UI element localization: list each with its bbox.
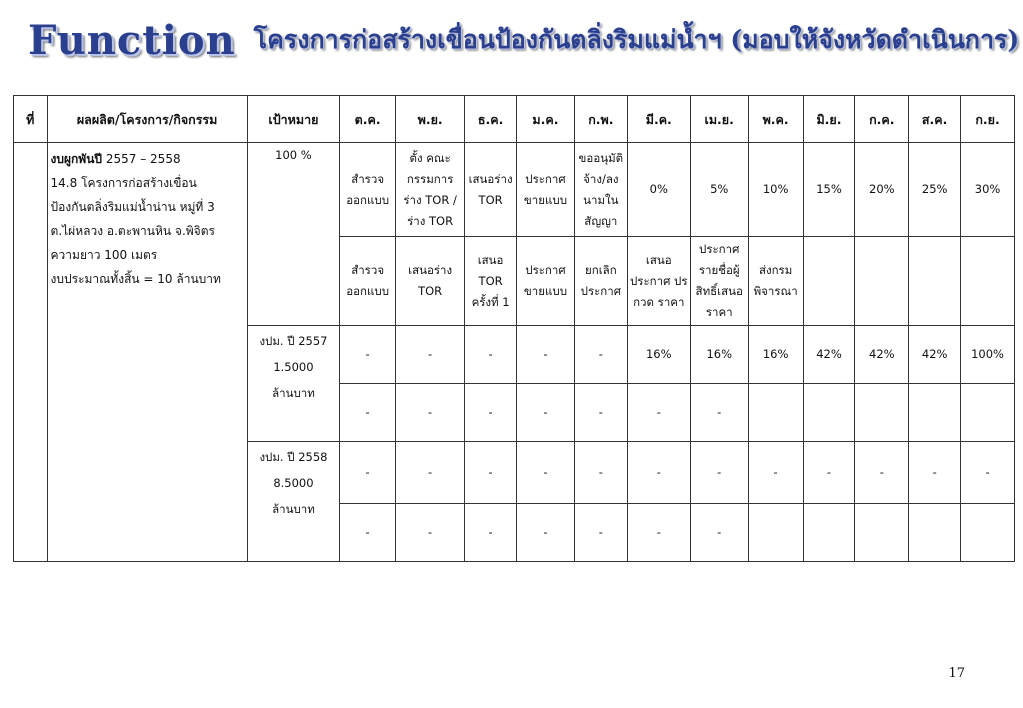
- table-cell: 25%: [909, 143, 961, 237]
- page-number: 17: [948, 666, 965, 681]
- title-bar: [28, 10, 1019, 70]
- table-cell: -: [396, 384, 465, 442]
- index-cell: [14, 143, 48, 562]
- table-cell: ตั้ง คณะกรรมการร่าง TOR / ร่าง TOR: [396, 143, 465, 237]
- table-cell: -: [517, 504, 575, 562]
- page-title: Function: [28, 16, 236, 64]
- table-cell: 42%: [855, 326, 909, 384]
- column-header: ที่: [14, 96, 48, 143]
- column-header: พ.ย.: [396, 96, 465, 143]
- table-cell: เสนอ ประกาศ ปรกวด ราคา: [627, 237, 690, 326]
- budget-cell-2558: [247, 442, 339, 562]
- table-cell: -: [340, 504, 396, 562]
- target-cell: 100 %: [247, 143, 339, 326]
- column-header: ต.ค.: [340, 96, 396, 143]
- budget-unit: ล้านบาท: [272, 502, 315, 516]
- table-cell: ส่งกรม พิจารณา: [748, 237, 803, 326]
- table-cell: 42%: [803, 326, 855, 384]
- table-cell: -: [517, 442, 575, 504]
- table-cell: -: [748, 442, 803, 504]
- table-cell: [803, 384, 855, 442]
- table-cell: -: [396, 442, 465, 504]
- budget-label: งปม. ปี 2558: [259, 450, 328, 464]
- column-header: ก.ค.: [855, 96, 909, 143]
- table-cell: เสนอร่าง TOR: [465, 143, 517, 237]
- table-cell: [909, 237, 961, 326]
- table-cell: [748, 504, 803, 562]
- table-cell: -: [517, 326, 575, 384]
- table-cell: -: [627, 442, 690, 504]
- table-cell: [961, 237, 1015, 326]
- table-cell: -: [690, 384, 748, 442]
- product-cell: [47, 143, 247, 562]
- table-cell: -: [961, 442, 1015, 504]
- table-cell: [961, 384, 1015, 442]
- table-cell: [803, 237, 855, 326]
- table-cell: 10%: [748, 143, 803, 237]
- table-cell: -: [574, 504, 627, 562]
- product-line: ป้องกันตลิ่งริมแม่น้ำน่าน หมู่ที่ 3: [50, 200, 215, 214]
- table-cell: -: [690, 442, 748, 504]
- table-cell: -: [574, 384, 627, 442]
- table-cell: -: [690, 504, 748, 562]
- table-cell: -: [627, 504, 690, 562]
- column-header: ก.ย.: [961, 96, 1015, 143]
- budget-amount: 1.5000: [273, 360, 314, 374]
- table-cell: ขออนุมัติ จ้าง/ลงนามใน สัญญา: [574, 143, 627, 237]
- table-cell: -: [803, 442, 855, 504]
- column-header: ส.ค.: [909, 96, 961, 143]
- table-cell: 20%: [855, 143, 909, 237]
- table-cell: -: [340, 384, 396, 442]
- table-cell: [909, 504, 961, 562]
- table-cell: 30%: [961, 143, 1015, 237]
- table-row-plan: [14, 143, 1015, 237]
- table-cell: [909, 384, 961, 442]
- table-cell: 16%: [627, 326, 690, 384]
- product-line: ต.ไผ่หลวง อ.ตะพานหิน จ.พิจิตร: [50, 224, 215, 238]
- table-cell: 16%: [690, 326, 748, 384]
- table-cell: -: [909, 442, 961, 504]
- table-cell: -: [574, 442, 627, 504]
- table-cell: 15%: [803, 143, 855, 237]
- product-years: 2557 – 2558: [105, 152, 181, 166]
- table-cell: -: [465, 504, 517, 562]
- column-header: เม.ย.: [690, 96, 748, 143]
- table-cell: ประกาศ ขายแบบ: [517, 237, 575, 326]
- table-cell: -: [396, 504, 465, 562]
- column-header: มิ.ย.: [803, 96, 855, 143]
- budget-cell-2557: [247, 326, 339, 442]
- column-header: มี.ค.: [627, 96, 690, 143]
- column-header: เป้าหมาย: [247, 96, 339, 143]
- column-header: ก.พ.: [574, 96, 627, 143]
- table-cell: สำรวจ ออกแบบ: [340, 237, 396, 326]
- table-cell: -: [396, 326, 465, 384]
- table-cell: -: [574, 326, 627, 384]
- table-cell: [855, 384, 909, 442]
- column-header: ผลผลิต/โครงการ/กิจกรรม: [47, 96, 247, 143]
- column-header: พ.ค.: [748, 96, 803, 143]
- table-cell: [803, 504, 855, 562]
- table-cell: 5%: [690, 143, 748, 237]
- product-heading: งบผูกพันปี: [50, 152, 103, 166]
- page-subtitle: โครงการก่อสร้างเขื่อนป้องกันตลิ่งริมแม่น้ำฯ (มอบให้จังหวัดดำเนินการ): [253, 25, 1020, 54]
- table-cell: 0%: [627, 143, 690, 237]
- product-line: งบประมาณทั้งสิ้น = 10 ล้านบาท: [50, 272, 221, 286]
- table-cell: 42%: [909, 326, 961, 384]
- table-cell: ยกเลิก ประกาศ: [574, 237, 627, 326]
- product-line: ความยาว 100 เมตร: [50, 248, 158, 262]
- budget-unit: ล้านบาท: [272, 386, 315, 400]
- project-schedule-table: [13, 95, 1015, 562]
- budget-amount: 8.5000: [273, 476, 314, 490]
- column-header: ม.ค.: [517, 96, 575, 143]
- table-cell: -: [627, 384, 690, 442]
- table-cell: -: [340, 442, 396, 504]
- table-cell: -: [517, 384, 575, 442]
- budget-label: งปม. ปี 2557: [259, 334, 328, 348]
- table-cell: -: [855, 442, 909, 504]
- table-cell: [961, 504, 1015, 562]
- table-cell: -: [465, 442, 517, 504]
- table-cell: 100%: [961, 326, 1015, 384]
- table-cell: -: [465, 326, 517, 384]
- table-cell: [855, 237, 909, 326]
- column-header: ธ.ค.: [465, 96, 517, 143]
- table-cell: สำรวจ ออกแบบ: [340, 143, 396, 237]
- table-cell: [855, 504, 909, 562]
- table-cell: 16%: [748, 326, 803, 384]
- table-cell: ประกาศ ขายแบบ: [517, 143, 575, 237]
- table-cell: -: [465, 384, 517, 442]
- table-cell: -: [340, 326, 396, 384]
- table-cell: ประกาศ รายชื่อผู้ สิทธิ์เสนอ ราคา: [690, 237, 748, 326]
- table-header-row: [14, 96, 1015, 143]
- table-cell: เสนอร่าง TOR: [396, 237, 465, 326]
- table-cell: [748, 384, 803, 442]
- table-cell: เสนอ TOR ครั้งที่ 1: [465, 237, 517, 326]
- product-line: 14.8 โครงการก่อสร้างเขื่อน: [50, 176, 197, 190]
